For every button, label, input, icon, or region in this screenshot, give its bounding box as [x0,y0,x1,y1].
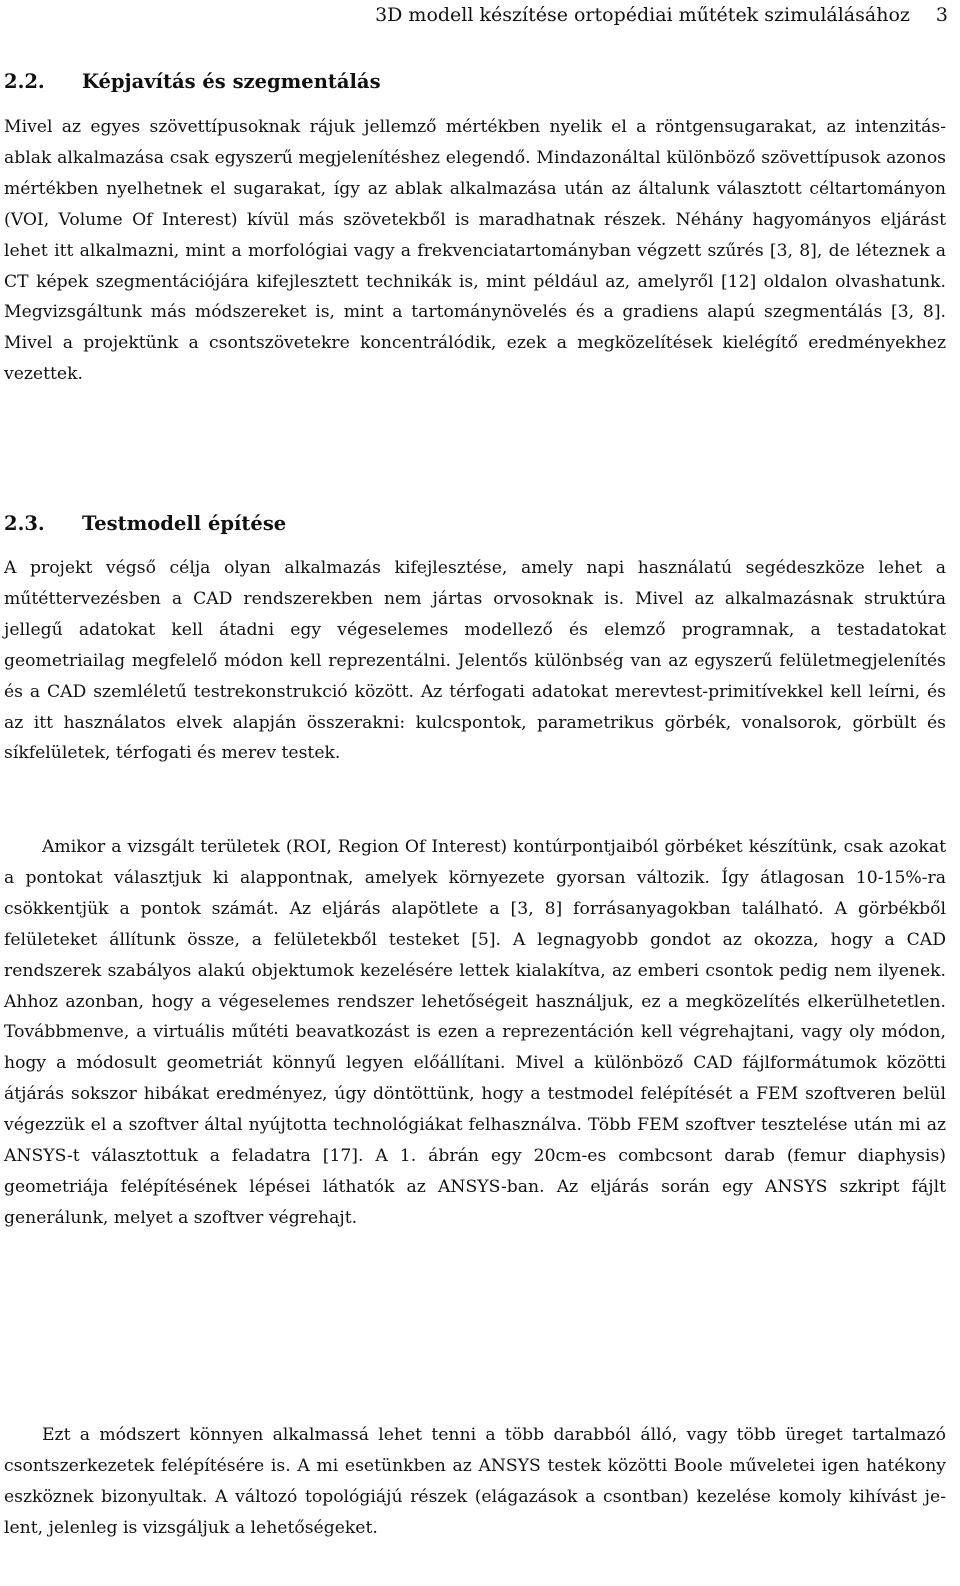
running-header [375,2,948,28]
section-2-2-paragraph-1: Mivel az egyes szövettípusoknak rájuk jellemző mértékben nyelik el a röntgensugarakat, az intenzitás-ablak alkalmazása csak egyszerű megjelenítéshez elegendő. Mindazonáltal különböző szövettípusok azonos mértékben nyelhetnek el sugarakat, így az ablak alkalmazása után az általunk választott céltartományon (VOI, Volume Of Interest) kívül más szövetekből is maradhatnak részek. Néhány hagyományos eljárást lehet itt alkalmazni, mint a morfológiai vagy a frekvenciatartományban végzett szűrés [3, 8], de léteznek a CT képek szegmentációjára kifejlesztett technikák is, mint például az, amelyről [12] oldalon olvashatunk. Megvizsgáltunk más módszereket is, mint a tartománynövelés és a gradiens alapú szegmentálás [3, 8]. Mivel a projektünk a csontszövetekre koncentrálódik, ezek a megközelítések kielégítő eredményekhez vezettek. [4,117,946,385]
section-heading-2-2 [4,67,381,97]
section-title: Testmodell építése [82,512,287,535]
section-title: Képjavítás és szegmentálás [82,70,381,93]
section-2-3-paragraph-2: Amikor a vizsgált területek (ROI, Region Of Interest) kontúrpontjaiból görbéket készítünk, csak azokat a pontokat választjuk ki alappontnak, amelyek környezete gyorsan változik. Így átlagosan 10-15%-ra csökkentjük a pontok számát. Az eljárás alapötlete a [3, 8] forrásanyagokban található. A görbékből felületeket állítunk össze, a felületekből testeket [5]. A legnagyobb gondot az okozza, hogy a CAD rendszerek szabályos alakú objektumok kezelésére lettek kialakítva, az emberi csontok pedig nem ilyenek. Ahhoz azonban, hogy a végeselemes rendszer lehetőségeit használjuk, ez a megközelítés elkerülhetetlen. Továbbmenve, a virtuális műtéti beavatkozást is ezen a reprezentáción kell végrehajtani, vagy oly módon, hogy a módosult geometriát könnyű legyen előállítani. Mivel a különböző CAD fájlformátumok közötti átjárás sokszor hibákat eredményez, úgy döntöttünk, hogy a testmodel felépítését a FEM szoftveren belül végezzük el a szoftver által nyújtotta technológiákat felhasználva. Több FEM szoftver tesztelése után mi az ANSYS-t választottuk a feladatra [17]. A 1. ábrán egy 20cm-es combcsont darab (femur diaphysis) geometriája felépítésének lépései láthatók az ANSYS-ban. Az eljárás során egy ANSYS szkript fájlt generálunk, melyet a szoftver végrehajt. [4,837,946,1228]
section-2-3-paragraph-1: A projekt végső célja olyan alkalmazás kifejlesztése, amely napi használatú segédeszköze lehet a műtéttervezésben a CAD rendszerekben nem jártas orvosoknak is. Mivel az alkalmazásnak struktúra jellegű adatokat kell átadni egy végeselemes modellező és elemző programnak, a testadatokat geometriailag megfelelő módon kell reprezentálni. Jelentős különbség van az egyszerű felületmegjelenítés és a CAD szemléletű testrekonstrukció között. Az térfogati adatokat merevtest-primitívekkel kell leírni, és az itt használatos elvek alapján összerakni: kulcspontok, parametrikus görbék, vonalsorok, görbült és síkfelületek, térfogati és merev testek. [4,558,946,764]
running-title: 3D modell készítése ortopédiai műtétek szimulálásához [375,4,910,26]
page-number: 3 [935,4,948,26]
section-number: 2.3. [4,512,45,535]
section-number: 2.2. [4,70,45,93]
section-heading-2-3 [4,509,286,539]
section-2-3-paragraph-3: Ezt a módszert könnyen alkalmassá lehet tenni a több darabból álló, vagy több üreget tartalmazó csontszerkezetek felépítésére is. A mi esetünkben az ANSYS testek közötti Boole műveletei igen hatékony eszköznek bizonyultak. A változó topológiájú részek (elágazások a csontban) kezelése komoly kihívást jelent, jelenleg is vizsgáljuk a lehetőségeket. [4,1425,946,1538]
